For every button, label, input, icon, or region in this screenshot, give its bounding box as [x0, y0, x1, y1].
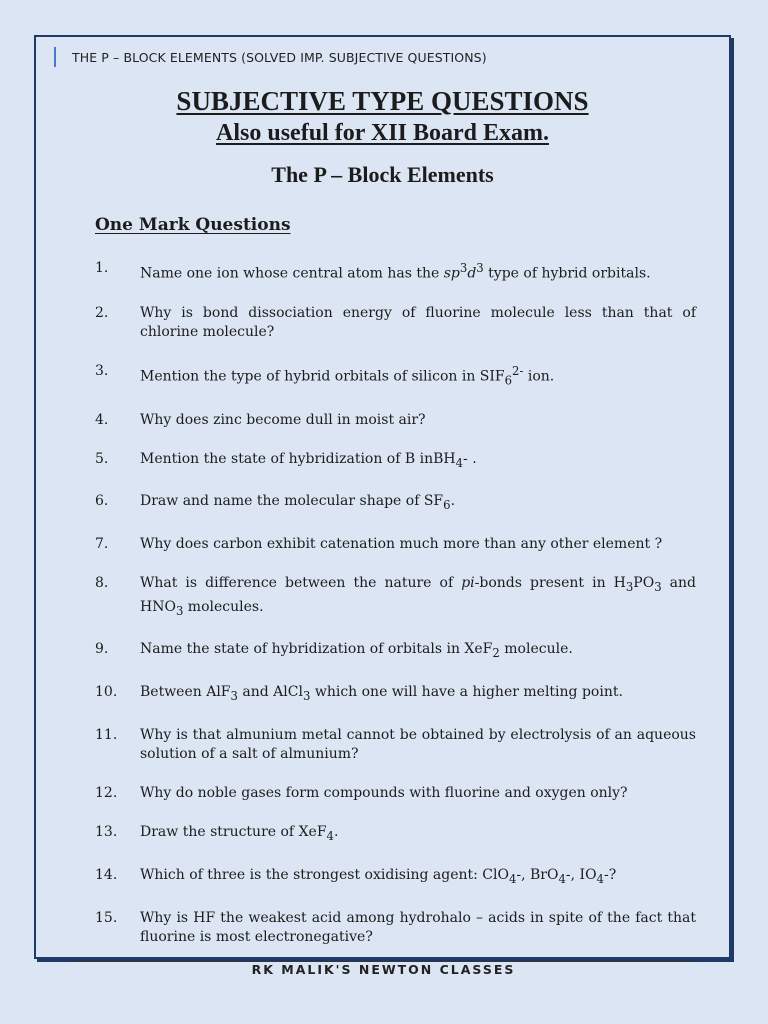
question-number: 9.	[95, 641, 109, 658]
question-number: 13.	[95, 824, 118, 841]
section-heading: One Mark Questions	[95, 215, 291, 235]
question-item	[95, 535, 696, 555]
question-text: Mention the state of hybridization of B inBH$_4$- .	[140, 450, 477, 470]
question-number: 10.	[95, 684, 118, 701]
question-item	[95, 574, 696, 621]
question-text: Name one ion whose central atom has the $sp^3d^3$ type of hybrid orbitals.	[140, 261, 651, 282]
question-item	[95, 640, 696, 663]
footer-rule	[70, 960, 697, 961]
question-text: Draw the structure of XeF$_4$.	[140, 824, 339, 844]
running-header	[54, 47, 487, 67]
question-item	[95, 362, 696, 391]
question-item	[95, 411, 696, 431]
question-item	[95, 909, 696, 948]
question-text: Between AlF$_3$ and AlCl$_3$ which one will have a higher melting point.	[140, 684, 623, 703]
question-text: Which of three is the strongest oxidising agent: ClO$_4$-, BrO$_4$-, $IO_4-$?	[140, 867, 617, 886]
question-item	[95, 823, 696, 846]
question-number: 11.	[95, 726, 118, 743]
question-text: Mention the type of hybrid orbitals of silicon in $SIF_6^{2-}$ ion.	[140, 364, 555, 388]
question-item	[95, 492, 696, 515]
question-text: Why is bond dissociation energy of fluorine molecule less than that of chlorine molecule?	[140, 304, 696, 341]
question-number: 12.	[95, 785, 118, 802]
question-number: 3.	[95, 363, 109, 380]
question-number: 6.	[95, 493, 109, 510]
question-text: Why is HF the weakest acid among hydrohalo – acids in spite of the fact that fluorine is most electronegative?	[140, 909, 696, 946]
question-number: 5.	[95, 450, 109, 467]
question-item	[95, 304, 696, 343]
question-number: 2.	[95, 304, 109, 321]
question-text: Name the state of hybridization of orbitals in XeF$_2$ molecule.	[140, 641, 573, 661]
footer-text: RK MALIK'S NEWTON CLASSES	[251, 962, 516, 977]
question-item	[95, 450, 696, 473]
running-header-text: THE P – BLOCK ELEMENTS (SOLVED IMP. SUBJECTIVE QUESTIONS)	[72, 49, 487, 65]
question-text: Why does carbon exhibit catenation much more than any other element ?	[140, 536, 663, 553]
question-number: 1.	[95, 260, 109, 276]
question-number: 14.	[95, 867, 118, 884]
header-accent-bar	[54, 47, 56, 67]
main-title: SUBJECTIVE TYPE QUESTIONS	[176, 86, 589, 116]
question-item	[95, 683, 696, 706]
question-number: 7.	[95, 536, 109, 553]
question-number: 8.	[95, 575, 109, 592]
question-text: Why do noble gases form compounds with fluorine and oxygen only?	[140, 785, 628, 802]
question-text: What is difference between the nature of pi-bonds present in $H_3PO_3$ and $HNO_3$ molecules.	[140, 575, 697, 618]
chapter-title: The P – Block Elements	[271, 162, 494, 187]
question-text: Why is that almunium metal cannot be obtained by electrolysis of an aqueous solution of a salt of almunium?	[140, 726, 696, 763]
question-item	[95, 866, 696, 889]
question-number: 4.	[95, 411, 109, 428]
question-text: Draw and name the molecular shape of $SF_6$.	[140, 493, 456, 513]
question-list	[95, 259, 696, 967]
question-item	[95, 784, 696, 804]
subtitle: Also useful for XII Board Exam.	[216, 120, 549, 146]
question-item	[95, 726, 696, 765]
question-text: Why does zinc become dull in moist air?	[140, 411, 426, 428]
question-item	[95, 259, 696, 284]
question-number: 15.	[95, 909, 118, 926]
